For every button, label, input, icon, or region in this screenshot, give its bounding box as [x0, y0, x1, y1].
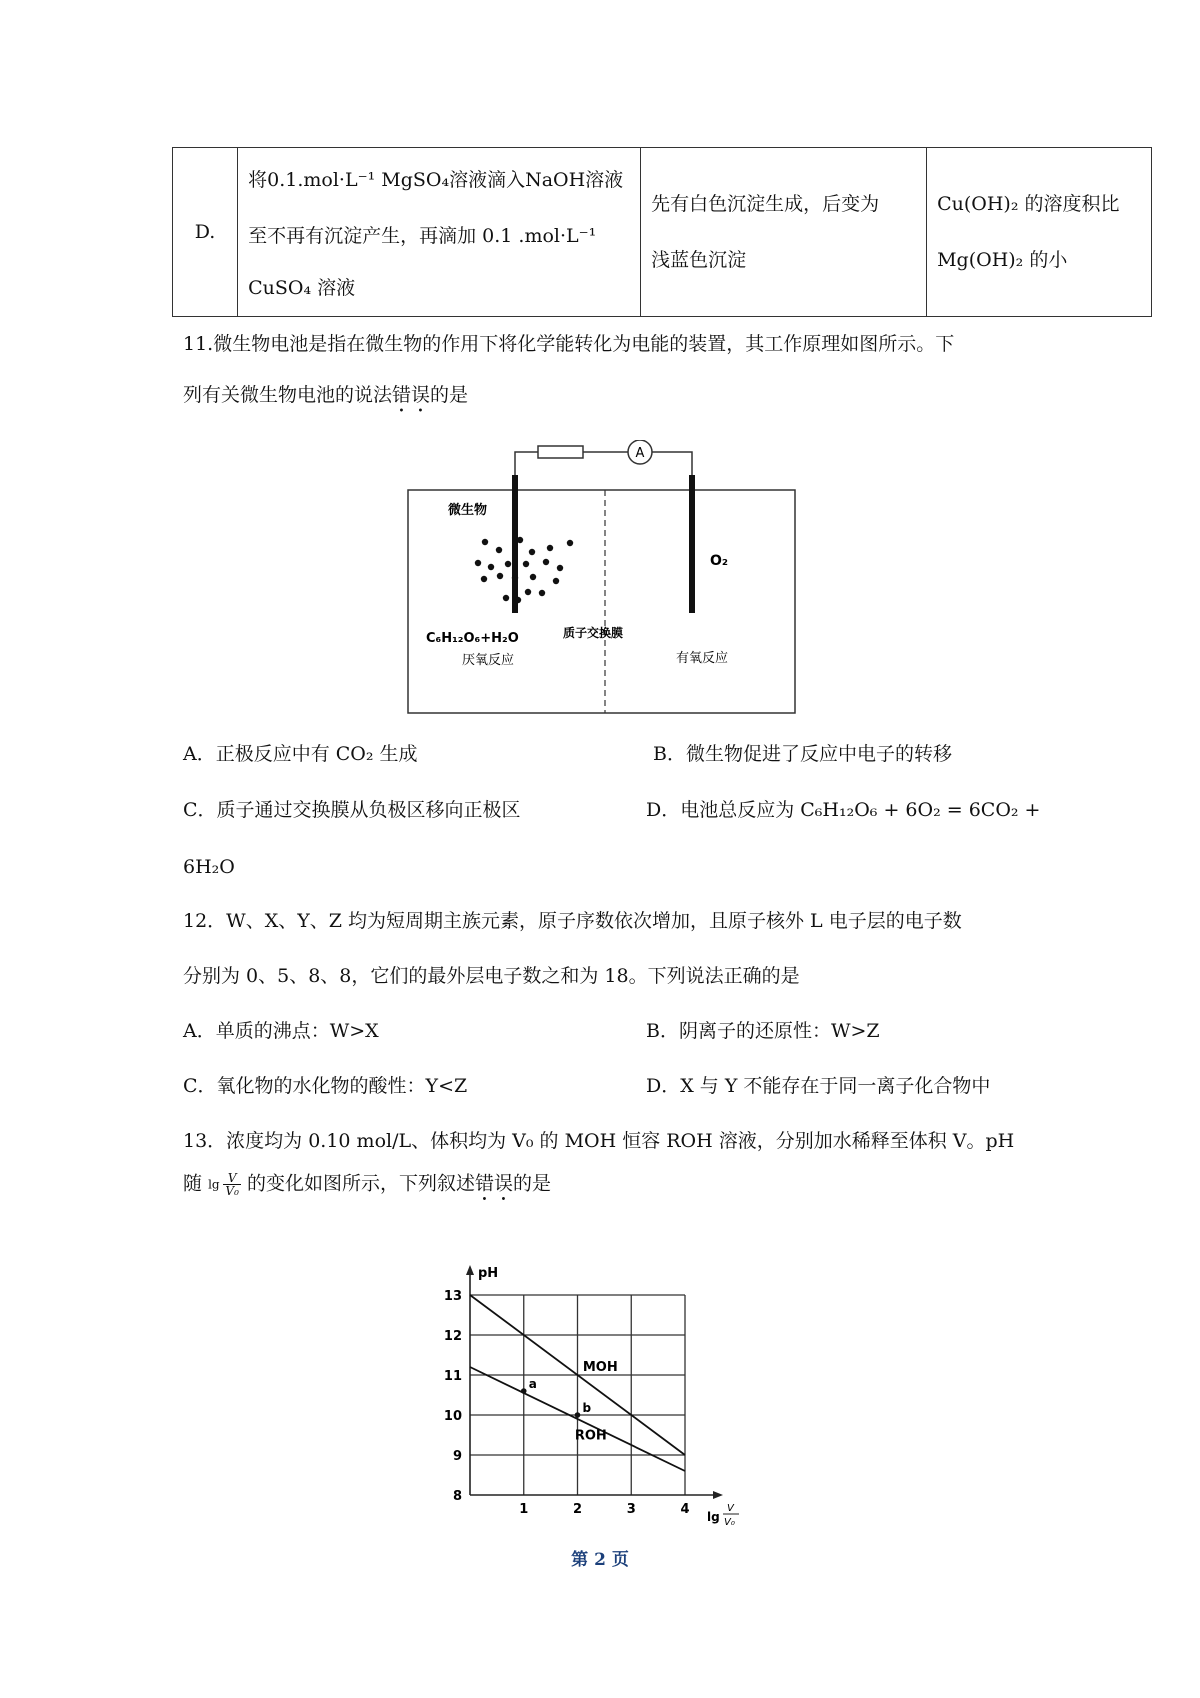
phenomenon-line-2: 浅蓝色沉淀 — [651, 249, 747, 271]
q13-frac-lg: lg — [208, 1177, 220, 1192]
point-label-a: a — [528, 1377, 537, 1391]
x-tick-label: 4 — [680, 1502, 690, 1517]
y-tick-label: 12 — [443, 1329, 462, 1344]
q13-frac-num: V — [223, 1172, 240, 1185]
q13-stem-suffix: 的是 — [512, 1172, 551, 1195]
x-axis-arrow-icon — [713, 1491, 723, 1499]
point-b — [575, 1412, 581, 1418]
x-tick-label: 2 — [572, 1502, 583, 1517]
o2-label: O₂ — [710, 553, 729, 569]
x-axis-label-lg: lg — [707, 1510, 720, 1524]
series-label-moh: MOH — [582, 1360, 618, 1375]
x-tick-label: 3 — [626, 1502, 636, 1517]
y-tick-label: 11 — [443, 1369, 462, 1384]
q11-option-b: B．微生物促进了反应中电子的转移 — [653, 743, 952, 765]
q11-stem-suffix: 的是 — [430, 384, 469, 406]
options-table — [172, 147, 1152, 317]
q13-stem-line2 — [183, 1172, 551, 1206]
membrane-label: 质子交换膜 — [563, 626, 624, 640]
q11-stem-emph: 错误 — [392, 384, 431, 406]
chart-grid — [470, 1295, 685, 1495]
y-tick-label: 9 — [452, 1449, 462, 1464]
operation-cell — [238, 148, 641, 317]
phenomenon-cell — [641, 148, 927, 317]
q12-option-b: B．阴离子的还原性：W>Z — [646, 1020, 880, 1042]
conclusion-cell — [927, 148, 1152, 317]
point-label-b: b — [582, 1401, 592, 1415]
q11-stem-line2 — [183, 384, 468, 417]
operation-line-2: 至不再有沉淀产生，再滴加 0.1 .mol·L⁻¹ — [248, 225, 597, 247]
q12-option-c: C．氧化物的水化物的酸性：Y<Z — [183, 1075, 468, 1097]
q13-lg-fraction — [208, 1172, 241, 1197]
q12-option-d: D．X 与 Y 不能存在于同一离子化合物中 — [646, 1075, 991, 1097]
q13-frac-den: V₀ — [225, 1184, 239, 1198]
q11-option-a: A．正极反应中有 CO₂ 生成 — [183, 743, 418, 765]
chart-labels — [444, 1266, 739, 1528]
anaerobic-label: 厌氧反应 — [462, 653, 515, 668]
q11-option-d: D．电池总反应为 C₆H₁₂O₆ + 6O₂ = 6CO₂ + — [646, 799, 1041, 821]
y-axis-label: pH — [478, 1266, 499, 1281]
operation-line-3: CuSO₄ 溶液 — [248, 277, 356, 299]
page-number: 第 2 页 — [571, 1550, 629, 1570]
cell-container — [408, 490, 795, 713]
series-label-roh: ROH — [574, 1428, 607, 1444]
conclusion-line-2: Mg(OH)₂ 的小 — [937, 249, 1068, 271]
resistor-icon — [538, 446, 583, 458]
cathode-electrode — [689, 475, 695, 613]
point-a — [521, 1388, 527, 1394]
q13-stem-prefix: 随 — [183, 1172, 203, 1195]
reactant-label: C₆H₁₂O₆+H₂O — [426, 631, 519, 646]
q12-stem-line2: 分别为 0、5、8、8，它们的最外层电子数之和为 18。下列说法正确的是 — [183, 965, 800, 987]
anode-electrode — [512, 475, 518, 613]
y-axis-arrow-icon — [466, 1265, 474, 1275]
table-row — [173, 148, 1152, 317]
x-axis-label-den: V₀ — [724, 1517, 735, 1528]
q11-option-c: C．质子通过交换膜从负极区移向正极区 — [183, 799, 521, 821]
microbe-label: 微生物 — [448, 503, 488, 518]
q11-stem-line1: 11.微生物电池是指在微生物的作用下将化学能转化为电能的装置，其工作原理如图所示。下 — [183, 333, 955, 355]
x-tick-label: 1 — [519, 1502, 529, 1517]
conclusion-line-1: Cu(OH)₂ 的溶度积比 — [937, 193, 1120, 215]
operation-line-1: 将0.1.mol·L⁻¹ MgSO₄溶液滴入NaOH溶液 — [248, 169, 624, 191]
q12-stem-line1: 12．W、X、Y、Z 均为短周期主族元素，原子序数依次增加，且原子核外 L 电子层的电子数 — [183, 910, 962, 932]
microbe-dots — [475, 537, 573, 603]
ph-dilution-chart — [440, 1255, 770, 1535]
row-label: D. — [173, 148, 238, 317]
y-tick-label: 10 — [443, 1409, 462, 1424]
ammeter-label: A — [635, 446, 645, 461]
q13-stem-mid: 的变化如图所示，下列叙述 — [246, 1172, 475, 1195]
q13-stem-line1: 13．浓度均为 0.10 mol/L、体积均为 V₀ 的 MOH 恒容 ROH 溶液，分别加水稀释至体积 V。pH — [183, 1130, 1015, 1152]
q12-option-a: A．单质的沸点：W>X — [183, 1020, 379, 1042]
y-tick-label: 8 — [452, 1489, 462, 1504]
q13-stem-emph: 错误 — [474, 1172, 513, 1195]
microbial-cell-diagram — [400, 440, 820, 720]
phenomenon-line-1: 先有白色沉淀生成，后变为 — [651, 193, 880, 215]
aerobic-label: 有氧反应 — [676, 651, 729, 666]
x-axis-label-num: V — [727, 1503, 734, 1514]
y-tick-label: 13 — [443, 1289, 462, 1304]
q11-option-d-cont: 6H₂O — [183, 856, 235, 878]
q11-stem-prefix: 列有关微生物电池的说法 — [183, 384, 393, 406]
